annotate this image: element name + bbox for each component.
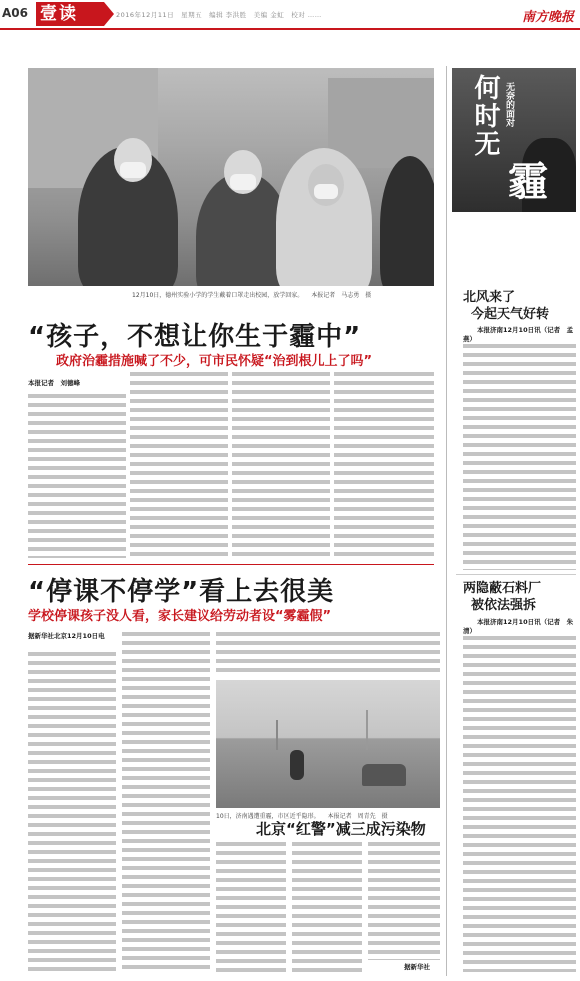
story3-col3 [368,842,440,960]
story1-col2 [130,372,228,558]
story3-headline: 北京“红警”减三成污染物 [256,820,426,838]
page-header [0,0,580,28]
story-divider [28,564,434,565]
section-label: 壹读 [36,2,104,26]
right-story2-headline-line2: 被依法强拆 [471,598,537,613]
side-feature-subtitle: 无奈的面对 [504,82,514,127]
story1-byline: 本报记者 刘德峰 [28,379,80,387]
main-photo-caption [132,290,371,299]
right-divider [456,574,576,575]
story1-col4 [334,372,434,558]
story1-subhead: 政府治霾措施喊了不少，可市民怀疑“治到根儿上了吗” [56,354,373,369]
street-photo [216,680,440,808]
right-story2-headline [463,580,541,614]
right-story1-headline [463,289,549,323]
right-story1-headline-line2: 今起天气好转 [471,307,550,322]
story2-col1 [28,652,116,972]
caption-text: 12月10日，德州实验小学的学生戴着口罩走出校园，放学回家。 [132,292,304,299]
story2-dateline: 据新华社北京12月10日电 [28,632,105,640]
right-story1-lead: 本报济南12月10日讯（记者 孟燕） [463,326,574,343]
story3-col2 [292,842,362,972]
story2-subhead: 学校停课孩子没人看，家长建议给劳动者设“雾霾假” [28,609,332,624]
right-story2-headline-line1: 两隐蔽石料厂 [463,581,542,596]
story3-col1 [216,842,286,972]
right-story2-lead: 本报济南12月10日讯（记者 朱清） [463,618,574,635]
story2-col2 [122,632,210,972]
right-story1-headline-line1: 北风来了 [463,290,516,305]
side-feature-title: 何时无 [470,74,500,158]
story1-col3 [232,372,330,558]
street-caption-text: 10日，济南遇遭重霾，市区近乎隐形。 [216,813,320,820]
story1-headline: “孩子，不想让你生于霾中” [28,322,362,352]
main-photo [28,68,434,286]
story3-credit: 据新华社 [404,963,430,971]
column-divider [446,66,447,976]
caption-credit: 本报记者 马志勇 摄 [311,292,372,299]
side-feature-big-char: 霾 [508,158,548,205]
story2-headline: “停课不停学”看上去很美 [28,577,335,607]
story2-col3-top [216,632,440,674]
header-rule [0,28,580,30]
issue-meta: 2016年12月11日 星期五 编辑 李洪胜 美编 金虹 校对 …… [116,11,322,19]
street-caption-credit: 本报记者 周青先 摄 [327,813,388,820]
right-story1-body [463,344,576,570]
story1-col1 [28,394,126,558]
page-number: A06 [2,6,28,20]
newspaper-logo: 南方晚报 [521,10,574,25]
right-story2-body [463,636,576,972]
